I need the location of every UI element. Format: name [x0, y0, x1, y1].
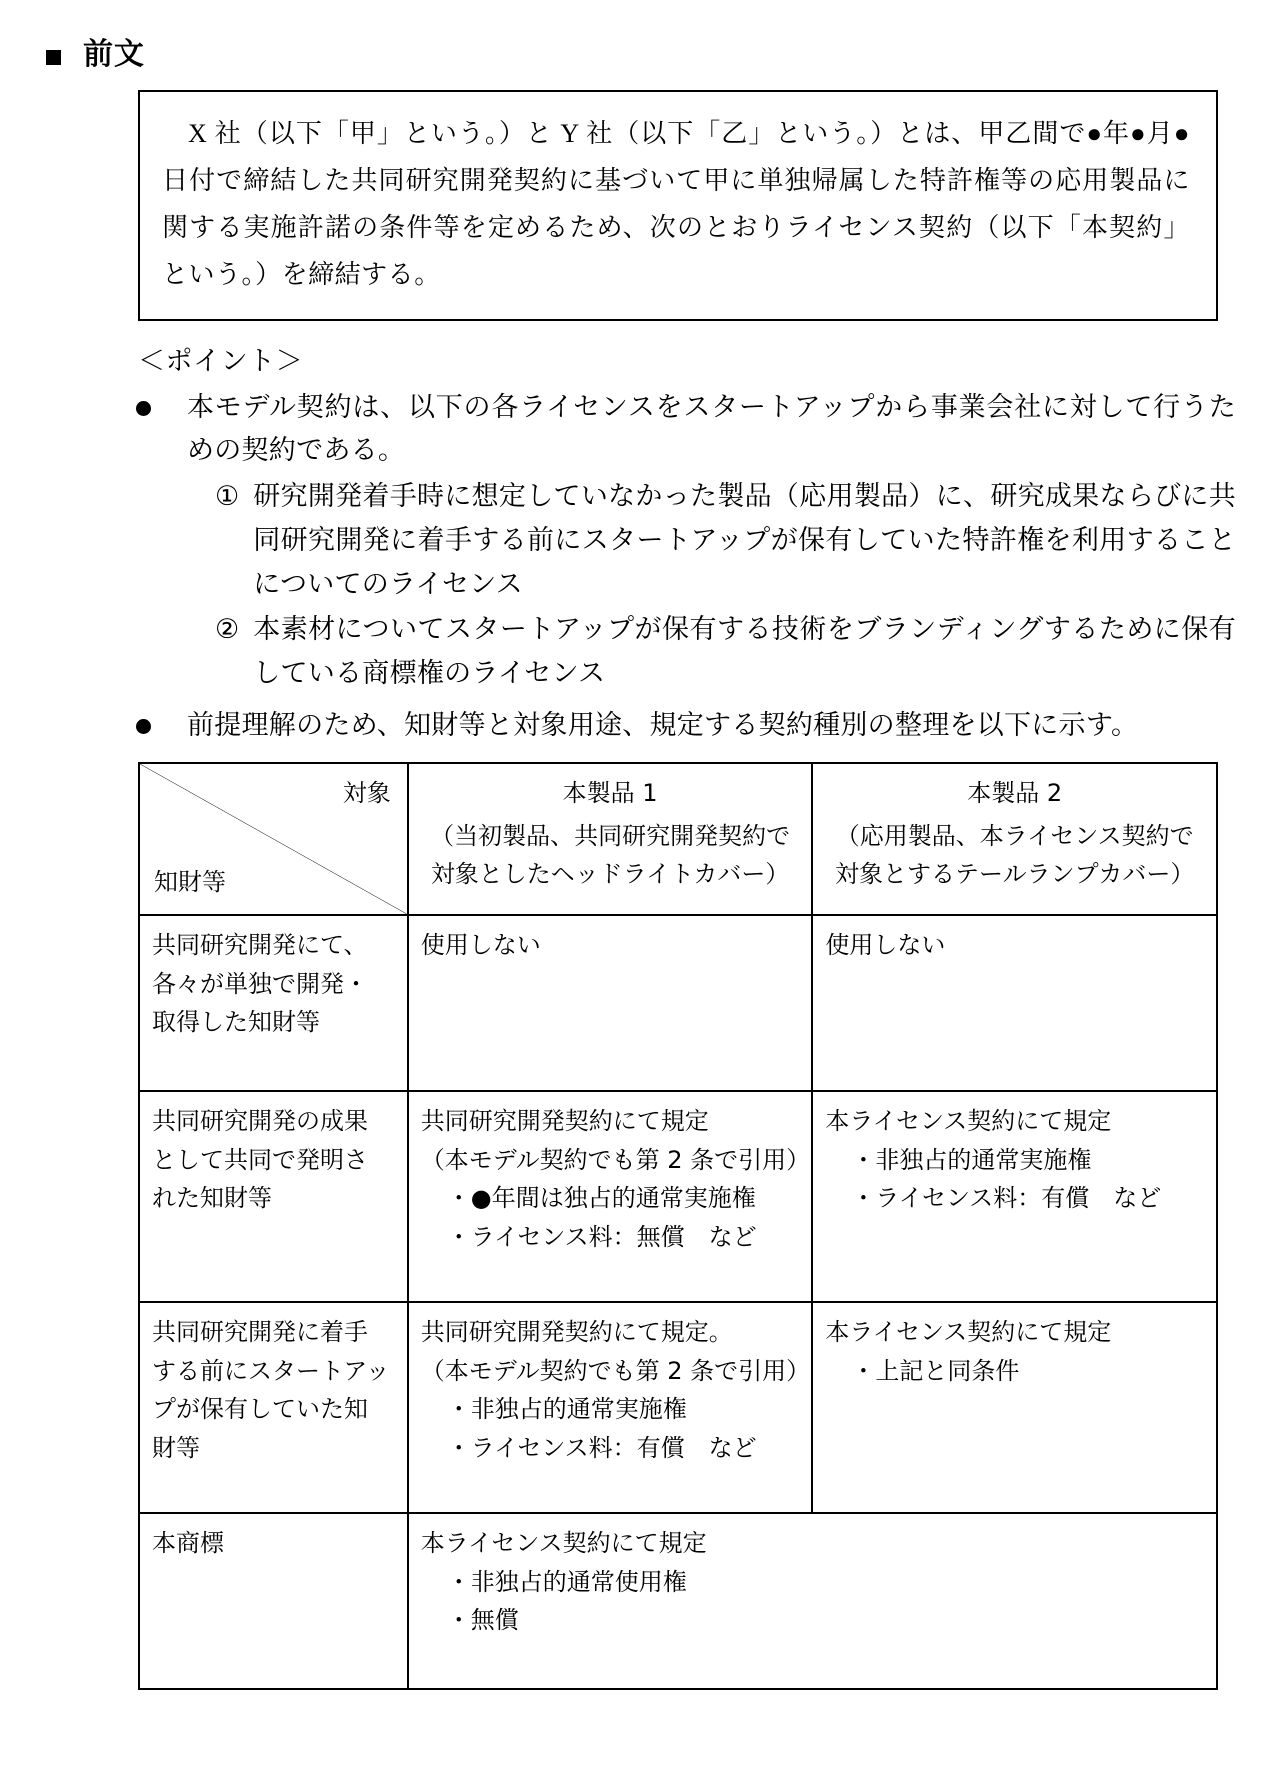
- cell-product1: [408, 915, 813, 1091]
- cell-line: ・非独占的通常実施権: [851, 1145, 1092, 1174]
- section-heading: [46, 36, 1236, 74]
- row-header-line: れた知財等: [152, 1184, 272, 1213]
- cell-line: ・●年間は独占的通常実施権: [446, 1184, 756, 1213]
- table-header-row: [139, 763, 1217, 915]
- row-header-line: する前にスタートアッ: [152, 1356, 390, 1385]
- point-subitem-number: ①: [215, 481, 240, 513]
- row-header-line: 共同研究開発の成果: [152, 1106, 368, 1135]
- point-item: [40, 704, 1236, 748]
- row-header-line: 各々が単独で開発・: [152, 969, 368, 998]
- preamble-text: X 社（以下「甲」という。）と Y 社（以下「乙」という。）とは、甲乙間で●年●月●日付で締結した共同研究開発契約に基づいて甲に単独帰属した特許権等の応用製品に関する実施許諾の条件等を定めるため、次のとおりライセンス契約（以下「本契約」という。）を締結する。: [162, 118, 1190, 290]
- row-header-line: 共同研究開発にて、: [152, 930, 368, 959]
- product2-subtitle-line1: （応用製品、本ライセンス契約で: [835, 821, 1194, 850]
- cell-product1: [408, 1091, 813, 1302]
- row-header-line: プが保有していた知: [152, 1395, 368, 1424]
- row-header-line: 取得した知財等: [152, 1008, 320, 1037]
- corner-cell: [139, 763, 408, 915]
- row-header: [139, 1302, 408, 1513]
- row-header-line: 本商標: [152, 1528, 224, 1557]
- row-header-line: として共同で発明さ: [152, 1145, 368, 1174]
- point-item-text: 本モデル契約は、以下の各ライセンスをスタートアップから事業会社に対して行うための契約である。: [187, 391, 1236, 467]
- product1-subtitle-line1: （当初製品、共同研究開発契約で: [430, 821, 791, 850]
- column-header-product2: [812, 763, 1217, 915]
- round-bullet-icon: [136, 401, 151, 416]
- point-subitem-text: 研究開発着手時に想定していなかった製品（応用製品）に、研究成果ならびに共同研究開発に着手する前にスタートアップが保有していた特許権を利用することについてのライセンス: [253, 481, 1236, 600]
- point-item: [40, 386, 1236, 473]
- cell-line: ・上記と同条件: [851, 1356, 1020, 1385]
- cell-trademark-merged: [408, 1513, 1217, 1689]
- cell-line: ・ライセンス料：有償 など: [851, 1184, 1162, 1213]
- point-subitem: [40, 608, 1236, 695]
- point-subitem-number: ②: [215, 614, 240, 646]
- point-item-text: 前提理解のため、知財等と対象用途、規定する契約種別の整理を以下に示す。: [187, 709, 1139, 741]
- table-row-trademark: [139, 1513, 1217, 1689]
- row-header: [139, 915, 408, 1091]
- product2-subtitle-line2: 対象とするテールランプカバー）: [835, 860, 1195, 889]
- round-bullet-icon: [136, 719, 151, 734]
- points-label: ＜ポイント＞: [138, 345, 304, 377]
- cell-line: ・ライセンス料：無償 など: [446, 1223, 757, 1252]
- ip-matrix-table: [138, 762, 1218, 1690]
- page-title: 前文: [83, 37, 145, 72]
- table-row: [139, 1302, 1217, 1513]
- cell-product2: [812, 1091, 1217, 1302]
- cell-line: （本モデル契約でも第 2 条で引用）: [420, 1145, 811, 1174]
- cell-line: 使用しない: [825, 930, 946, 959]
- row-header-line: 財等: [152, 1434, 200, 1463]
- cell-line: （本モデル契約でも第 2 条で引用）: [420, 1356, 811, 1385]
- cell-line: ・非独占的通常実施権: [446, 1395, 687, 1424]
- cell-product1: [408, 1302, 813, 1513]
- point-subitem: [40, 475, 1236, 606]
- row-header: [139, 1513, 408, 1689]
- point-subitem-text: 本素材についてスタートアップが保有する技術をブランディングするために保有している商標権のライセンス: [253, 614, 1236, 690]
- cell-line: ・ライセンス料：有償 など: [446, 1434, 757, 1463]
- cell-product2: [812, 1302, 1217, 1513]
- table-row: [139, 1091, 1217, 1302]
- corner-ip-label: 知財等: [154, 867, 226, 896]
- column-header-product1: [408, 763, 813, 915]
- preamble-quote-box: [138, 90, 1218, 321]
- row-header-line: 共同研究開発に着手: [152, 1317, 368, 1346]
- product1-subtitle-line2: 対象としたヘッドライトカバー）: [430, 860, 790, 889]
- cell-line: 本ライセンス契約にて規定: [420, 1528, 707, 1557]
- cell-line: 共同研究開発契約にて規定: [420, 1106, 709, 1135]
- corner-target-label: 対象: [342, 778, 391, 807]
- cell-line: 共同研究開発契約にて規定。: [420, 1317, 733, 1346]
- cell-line: 使用しない: [420, 930, 541, 959]
- cell-product2: [812, 915, 1217, 1091]
- row-header: [139, 1091, 408, 1302]
- cell-line: ・非独占的通常使用権: [446, 1567, 687, 1596]
- table-row: [139, 915, 1217, 1091]
- cell-line: 本ライセンス契約にて規定: [825, 1317, 1112, 1346]
- cell-line: 本ライセンス契約にて規定: [825, 1106, 1112, 1135]
- cell-line: ・無償: [446, 1606, 519, 1635]
- product2-title: 本製品 2: [967, 778, 1063, 807]
- product1-title: 本製品 1: [562, 778, 658, 807]
- square-bullet-icon: [46, 50, 61, 65]
